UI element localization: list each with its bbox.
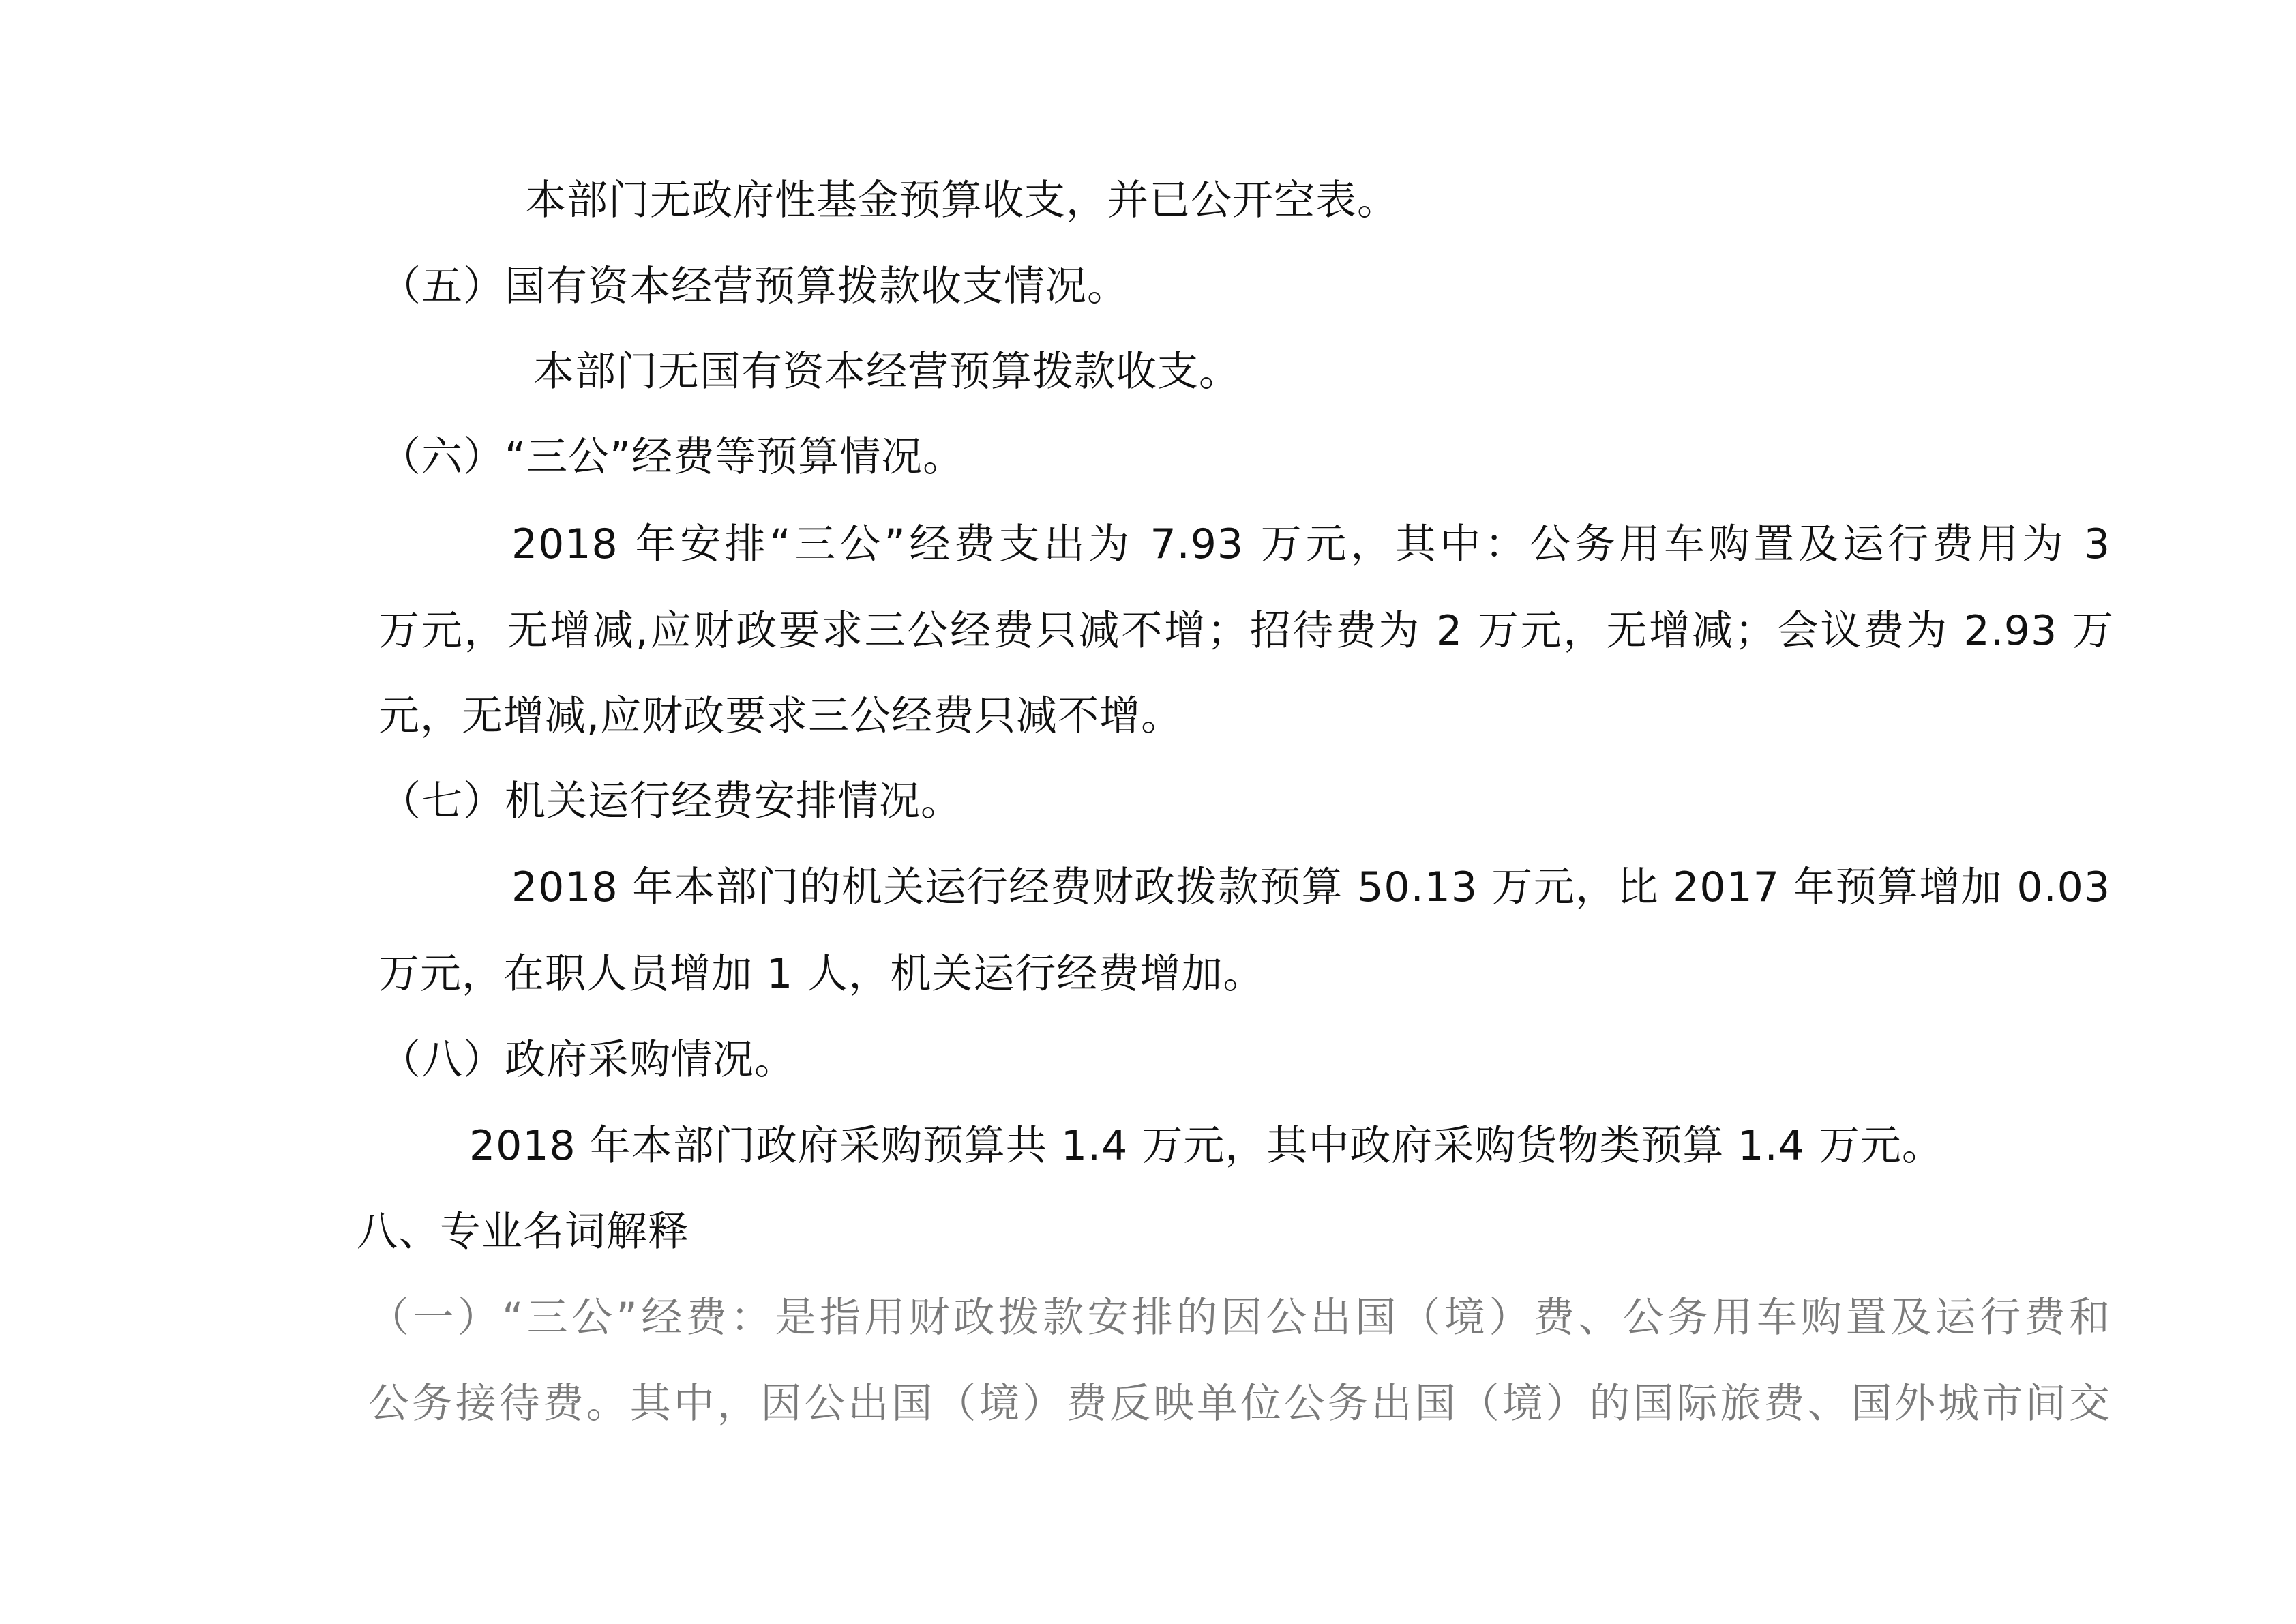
paragraph-no-state-capital-budget: 本部门无国有资本经营预算拨款收支。 — [533, 348, 1240, 396]
section-heading-government-procurement: （八）政府采购情况。 — [380, 1036, 796, 1084]
paragraph-terminology-line-2: 公务接待费。其中，因公出国（境）费反映单位公务出国（境）的国际旅费、国外城市间交 — [368, 1380, 2111, 1428]
section-heading-state-capital-budget: （五）国有资本经营预算拨款收支情况。 — [380, 263, 1129, 310]
paragraph-agency-operating-expenses-line-1: 2018 年本部门的机关运行经费财政拨款预算 50.13 万元，比 2017 年预算增加 0.03 — [511, 863, 2111, 911]
paragraph-agency-operating-expenses-line-2: 万元，在职人员增加 1 人，机关运行经费增加。 — [378, 950, 1265, 998]
paragraph-no-government-fund-budget: 本部门无政府性基金预算收支，并已公开空表。 — [525, 177, 1399, 224]
paragraph-three-public-expenses-line-2: 万元，无增减,应财政要求三公经费只减不增；招待费为 2 万元，无增减；会议费为 2.93 万 — [378, 607, 2114, 655]
paragraph-three-public-expenses-line-1: 2018 年安排“三公”经费支出为 7.93 万元，其中：公务用车购置及运行费用为 3 — [511, 520, 2111, 568]
section-heading-terminology: 八、专业名词解释 — [357, 1208, 689, 1256]
section-heading-agency-operating-expenses: （七）机关运行经费安排情况。 — [380, 778, 962, 825]
paragraph-government-procurement: 2018 年本部门政府采购预算共 1.4 万元，其中政府采购货物类预算 1.4 万元。 — [469, 1122, 1943, 1170]
paragraph-three-public-expenses-line-3: 元，无增减,应财政要求三公经费只减不增。 — [378, 692, 1183, 740]
paragraph-terminology-line-1: （一）“三公”经费：是指用财政拨款安排的因公出国（境）费、公务用车购置及运行费和 — [368, 1294, 2111, 1342]
section-heading-three-public-expenses: （六）“三公”经费等预算情况。 — [380, 433, 965, 481]
